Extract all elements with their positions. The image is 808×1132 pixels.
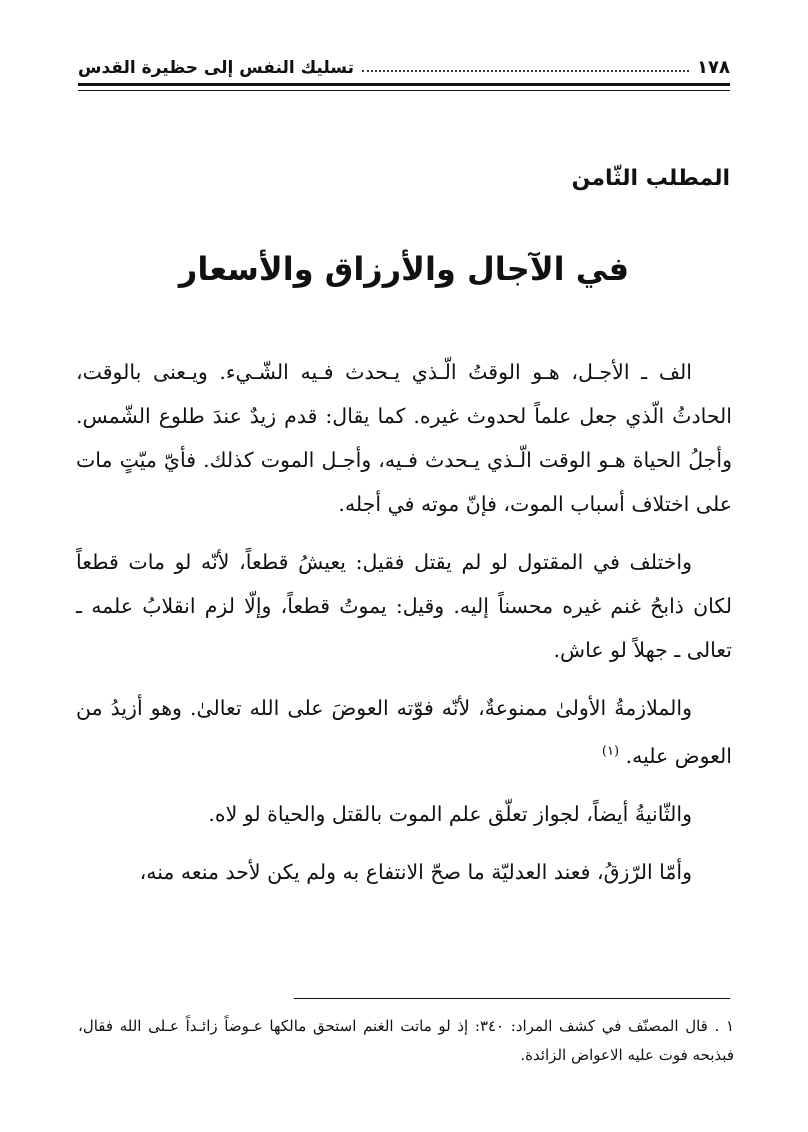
paragraph-1: الف ـ الأجـل، هـو الوقتُ الّـذي يـحدث فـيه الشّـيء. ويـعنى بالوقت، الحادثُ الّذي جعل علماً لحدوث غيره. كما يقال: قدم زيدٌ عندَ طلوع الشّمس. وأجلُ الحياة هـو الوقت الّـذي يـحدث فـيه، وأجـل الموت كذلك. فأيّ ميّتٍ مات على اختلاف أسباب الموت، فإنّ موته في أجله. [76, 360, 732, 516]
header-dot-leader [362, 69, 689, 72]
paragraph-4: والثّانيةُ أيضاً، لجواز تعلّق علم الموت بالقتل والحياة لو لاه. [208, 801, 692, 826]
running-header [78, 38, 730, 78]
page-number: ١٧٨ [697, 57, 730, 78]
body-text [76, 350, 732, 908]
paragraph-5: وأمّا الرّزقُ، فعند العدليّة ما صحّ الانتفاع به ولم يكن لأحد منعه منه، [139, 859, 692, 884]
paragraph-2: واختلف في المقتول لو لم يقتل فقيل: يعيشُ قطعاً، لأنّه لو مات قطعاً لكان ذابحُ غنم غيره محسناً إليه. وقيل: يموتُ قطعاً، وإلّا لزم انقلابُ علمه ـ تعالى ـ جهلاً لو عاش. [76, 550, 732, 662]
chapter-title: في الآجال والأرزاق والأسعار [178, 250, 630, 288]
footnotes [78, 1012, 734, 1070]
header-rule-thin [78, 90, 730, 91]
paragraph-3 [76, 686, 732, 778]
footnote-1: ١ . قال المصنّف في كشف المراد: ٣٤٠: إذ لو ماتت الغنم استحق مالكها عـوضاً زائـداً عـلى الله فقال، فبذبحه فوت عليه الاعواض الزائدة. [78, 1017, 734, 1064]
footnote-reference[interactable]: (١) [601, 744, 620, 759]
section-label: المطلب الثّامن [571, 166, 730, 191]
paragraph-3-text: والملازمةُ الأولىٰ ممنوعةٌ، لأنّه فوّته العوضَ على الله تعالىٰ. وهو أزيدُ من العوض عليه. [76, 696, 732, 768]
footnote-separator [294, 998, 730, 999]
running-header-title: تسليك النفس إلى حظيرة القدس [78, 58, 354, 78]
header-rule-thick [78, 83, 730, 86]
